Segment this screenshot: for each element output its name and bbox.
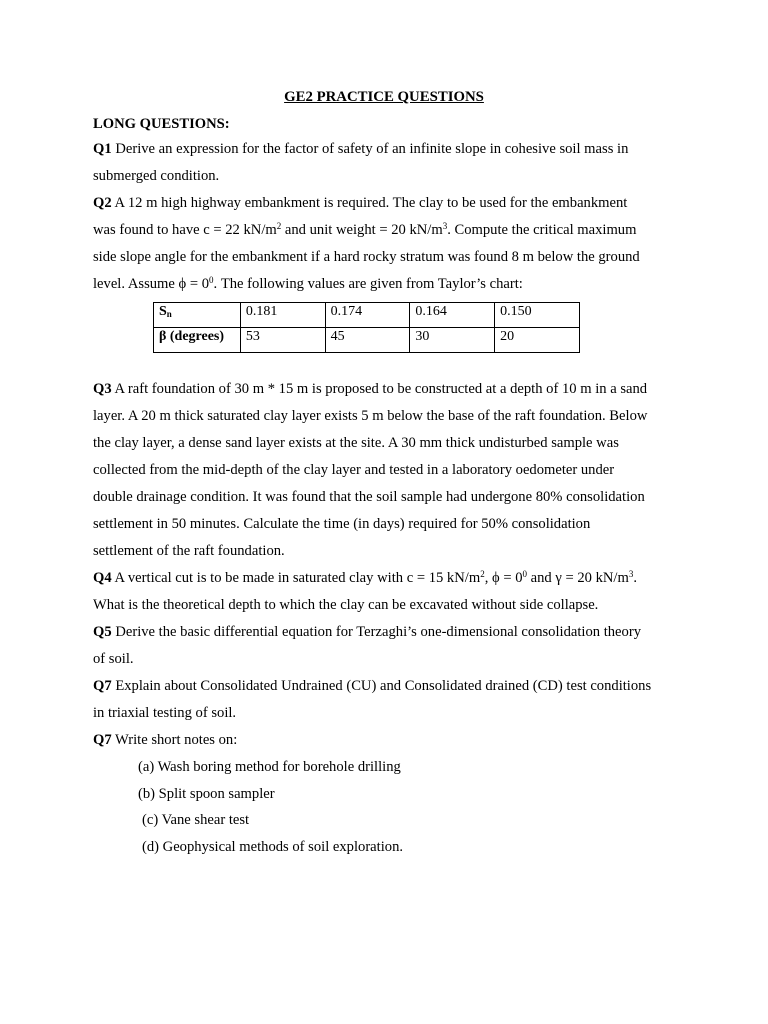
table-row: [154, 328, 580, 353]
question-text: A raft foundation of 30 m * 15 m is proposed to be constructed at a depth of 10 m in a sand: [114, 381, 648, 397]
superscript: 0: [209, 275, 214, 285]
question-number: Q3: [93, 381, 112, 397]
question-line: [93, 619, 675, 646]
question-line: [93, 217, 675, 244]
question-q3: [93, 376, 675, 565]
table-cell: 0.181: [240, 303, 325, 328]
table-cell: 20: [495, 328, 580, 353]
question-line: [93, 190, 675, 217]
taylor-chart-table: [153, 302, 580, 353]
question-line: What is the theoretical depth to which the clay can be excavated without side collapse.: [93, 597, 599, 613]
cell-text: S: [159, 304, 167, 319]
question-line: [93, 727, 675, 754]
question-text: A vertical cut is to be made in saturated clay with c = 15 kN/m: [114, 570, 481, 586]
superscript: 0: [522, 569, 527, 579]
question-q4: [93, 565, 675, 619]
superscript: 2: [276, 221, 282, 231]
table-cell: 0.150: [495, 303, 580, 328]
question-text: . Compute the critical maximum: [447, 222, 637, 238]
question-number: Q1: [93, 141, 112, 157]
superscript: 3: [628, 569, 634, 579]
question-line: [93, 376, 675, 403]
question-text: Derive an expression for the factor of safety of an infinite slope in cohesive soil mass in: [115, 141, 629, 157]
question-line: [93, 271, 675, 298]
question-text: Write short notes on:: [115, 732, 238, 748]
short-note-item: (c) Vane shear test: [142, 812, 250, 828]
table-cell: 45: [325, 328, 410, 353]
question-q5: [93, 619, 675, 673]
table-cell: 30: [410, 328, 495, 353]
question-text: was found to have c = 22 kN/m: [93, 222, 277, 238]
question-text: A 12 m high highway embankment is required. The clay to be used for the embankment: [114, 195, 628, 211]
table-row: [154, 303, 580, 328]
table-header-cell: β (degrees): [154, 328, 241, 353]
table-cell: 0.164: [410, 303, 495, 328]
question-line: the clay layer, a dense sand layer exists at the site. A 30 mm thick undisturbed sample was: [93, 435, 619, 451]
table-cell: 53: [240, 328, 325, 353]
short-note-item: (d) Geophysical methods of soil exploration.: [142, 839, 404, 855]
question-q7-short-notes: [93, 727, 675, 754]
question-text: . The following values are given from Taylor’s chart:: [213, 276, 523, 292]
question-line: of soil.: [93, 651, 134, 667]
table-header-cell: [154, 303, 241, 328]
question-line: [93, 673, 675, 700]
question-text: level. Assume ϕ = 0: [93, 276, 210, 292]
question-line: double drainage condition. It was found that the soil sample had undergone 80% consolidation: [93, 489, 645, 505]
question-text: Explain about Consolidated Undrained (CU) and Consolidated drained (CD) test conditions: [115, 678, 652, 694]
short-note-item: (b) Split spoon sampler: [138, 786, 275, 802]
superscript: 2: [480, 569, 485, 579]
table-cell: 0.174: [325, 303, 410, 328]
question-number: Q5: [93, 624, 112, 640]
question-q7-explain: [93, 673, 675, 727]
question-text: and γ = 20 kN/m: [527, 570, 629, 586]
question-line: side slope angle for the embankment if a hard rocky stratum was found 8 m below the ground: [93, 249, 640, 265]
question-text: .: [633, 570, 637, 586]
question-line: submerged condition.: [93, 168, 220, 184]
question-text: and unit weight = 20 kN/m: [281, 222, 443, 238]
section-heading: LONG QUESTIONS:: [93, 116, 230, 132]
question-line: [93, 565, 675, 592]
question-line: settlement in 50 minutes. Calculate the time (in days) required for 50% consolidation: [93, 516, 591, 532]
question-line: layer. A 20 m thick saturated clay layer exists 5 m below the base of the raft foundation. Below: [93, 408, 648, 424]
question-text: , ϕ = 0: [484, 570, 523, 586]
question-number: Q7: [93, 732, 112, 748]
question-line: [93, 136, 675, 163]
short-note-item: (a) Wash boring method for borehole drilling: [138, 759, 401, 775]
question-line: collected from the mid-depth of the clay layer and tested in a laboratory oedometer under: [93, 462, 615, 478]
question-text: Derive the basic differential equation for Terzaghi’s one-dimensional consolidation theory: [115, 624, 641, 640]
question-line: settlement of the raft foundation.: [93, 543, 285, 559]
page-title: GE2 PRACTICE QUESTIONS: [284, 89, 484, 105]
subscript: n: [166, 309, 172, 319]
question-number: Q7: [93, 678, 112, 694]
question-q2: [93, 190, 675, 298]
question-number: Q4: [93, 570, 112, 586]
superscript: 3: [442, 221, 448, 231]
question-q1: [93, 136, 675, 190]
question-number: Q2: [93, 195, 112, 211]
question-line: in triaxial testing of soil.: [93, 705, 237, 721]
